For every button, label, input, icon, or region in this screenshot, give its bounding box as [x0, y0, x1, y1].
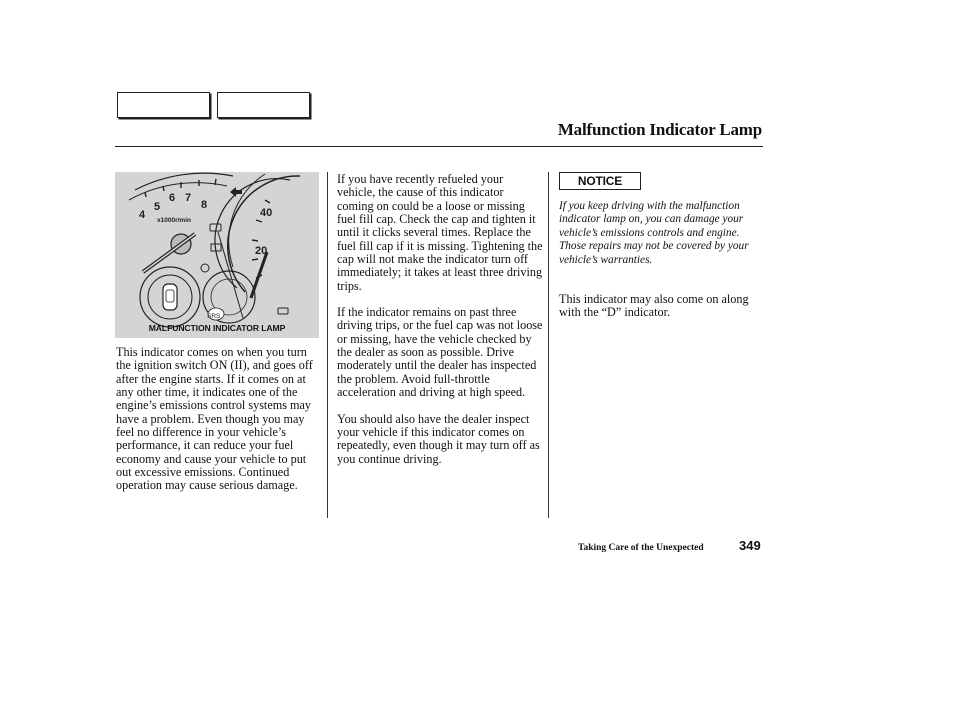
tach-label-4: 4 — [139, 209, 146, 221]
paragraph: You should also have the dealer inspect your vehicle if this indicator comes on repeatedly, even though it may turn off as you continue driving. — [337, 411, 540, 466]
column-divider-2 — [548, 172, 549, 518]
column-2 — [337, 173, 543, 479]
srs-label: SRS — [207, 313, 221, 320]
paragraph: If you have recently refueled your vehicle, the cause of this indicator coming on could be a loose or missing fuel fill cap. Check the cap and tighten it until it clicks several times. Replace the fuel fill cap if it is missing. Tightening the cap will not make the indicator turn off immediately; it takes at least three driving trips. — [337, 172, 543, 293]
footer-section-title: Taking Care of the Unexpected — [578, 543, 704, 553]
page-number: 349 — [739, 538, 761, 553]
tach-label-5: 5 — [154, 201, 161, 213]
paragraph: This indicator comes on when you turn the ignition switch ON (II), and goes off after the engine starts. If it comes on at any other time, it indicates one of the engine’s emissions control systems may have a problem. Even though you may feel no difference in your vehicle’s performance, it can reduce your fuel economy and cause your vehicle to put out excessive emissions. Continued operation may cause serious damage. — [116, 345, 313, 493]
tach-label-6: 6 — [169, 192, 176, 204]
gauge-illustration — [115, 172, 319, 338]
tach-unit: x1000r/min — [157, 217, 191, 224]
paragraph: If the indicator remains on past three driving trips, or the fuel cap was not loose or missing, have the vehicle checked by the dealer as soon as possible. Drive moderately until the dealer has inspected the problem. Avoid full-throttle acceleration and driving at high speed. — [337, 305, 543, 400]
column-divider-1 — [327, 172, 328, 518]
tach-label-7: 7 — [185, 192, 192, 204]
speed-label-20: 20 — [255, 245, 268, 257]
figure-caption: MALFUNCTION INDICATOR LAMP — [148, 323, 286, 333]
nav-button-next[interactable] — [217, 92, 310, 118]
page-title: Malfunction Indicator Lamp — [557, 120, 762, 139]
speed-label-40: 40 — [260, 207, 273, 219]
column-3-paragraph: This indicator may also come on along with the “D” indicator. — [559, 292, 749, 320]
notice-label: NOTICE — [559, 172, 641, 190]
column-1 — [116, 346, 322, 506]
notice-text: If you keep driving with the malfunction indicator lamp on, you can damage your vehicle’s emissions controls and engine. Those repairs may not be covered by your vehicle’s warranties. — [559, 200, 749, 266]
nav-button-previous[interactable] — [117, 92, 210, 118]
tach-label-8: 8 — [201, 199, 208, 211]
title-rule — [115, 146, 763, 147]
instrument-panel-figure — [115, 172, 319, 338]
